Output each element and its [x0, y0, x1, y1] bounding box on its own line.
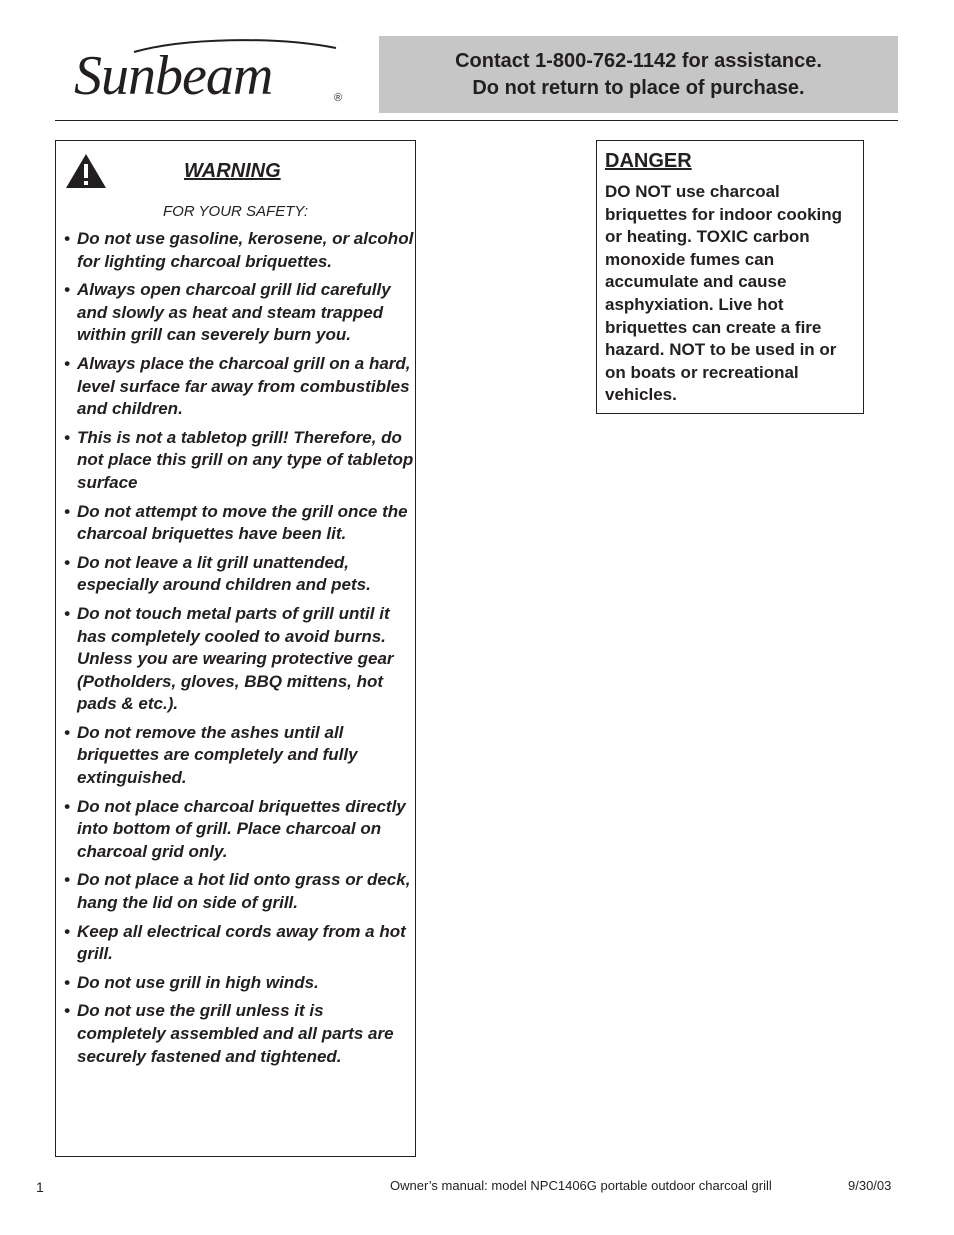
list-item-text: Do not touch metal parts of grill until it has completely cooled to avoid burns. Unless you are wearing protective gear (Potholders, gloves, BBQ mittens, hot pads & etc.). [77, 603, 394, 714]
footer-date: 9/30/03 [848, 1178, 892, 1193]
list-item-text: Do not remove the ashes until all briquettes are completely and fully extinguished. [77, 722, 358, 788]
list-item-text: Do not use the grill unless it is completely assembled and all parts are securely fastened and tightened. [77, 1001, 394, 1066]
list-item-text: This is not a tabletop grill! Therefore, do not place this grill on any type of tabletop surface [77, 427, 414, 492]
list-item [64, 972, 414, 995]
list-item-text: Do not use gasoline, kerosene, or alcohol for lighting charcoal briquettes. [77, 229, 414, 271]
list-item [64, 921, 414, 966]
bullet: • [64, 280, 70, 300]
list-item-text: Always open charcoal grill lid carefully and slowly as heat and steam trapped within grill can severely burn you. [77, 280, 391, 345]
contact-banner [379, 36, 898, 113]
page-number: 1 [36, 1179, 44, 1195]
list-item [64, 552, 414, 597]
contact-line-1: Contact 1-800-762-1142 for assistance. [455, 49, 822, 72]
bullet: • [64, 501, 70, 521]
warning-triangle-icon [65, 153, 107, 189]
bullet: • [64, 921, 70, 941]
list-item [64, 228, 414, 273]
bullet: • [64, 1001, 70, 1021]
list-item-text: Do not place a hot lid onto grass or deck, hang the lid on side of grill. [77, 870, 411, 913]
bullet: • [64, 972, 70, 992]
list-item [64, 796, 414, 864]
list-item [64, 722, 414, 790]
bullet: • [64, 552, 70, 572]
bullet: • [64, 870, 70, 890]
bullet: • [64, 603, 70, 623]
danger-box [596, 140, 864, 414]
list-item-text: Do not place charcoal briquettes directly into bottom of grill. Place charcoal on charcoal grid only. [77, 796, 406, 861]
list-item [64, 353, 414, 421]
bullet: • [64, 722, 70, 742]
bullet: • [64, 353, 70, 373]
list-item [64, 279, 414, 347]
list-item [64, 1000, 414, 1068]
warning-title: WARNING [184, 160, 281, 182]
list-item [64, 501, 414, 546]
bullet: • [64, 427, 70, 447]
warning-list [64, 228, 414, 1074]
list-item-text: Do not use grill in high winds. [77, 972, 319, 992]
list-item-text: Do not attempt to move the grill once the charcoal briquettes have been lit. [77, 501, 408, 544]
registered-mark: ® [334, 92, 343, 104]
header-divider [55, 120, 898, 121]
warning-box [55, 140, 416, 1157]
logo-wordmark: Sunbeam [74, 45, 273, 107]
list-item-text: Always place the charcoal grill on a hard, level surface far away from combustibles and children. [77, 353, 411, 419]
list-item [64, 869, 414, 914]
bullet: • [64, 229, 70, 248]
safety-subtitle: FOR YOUR SAFETY: [162, 203, 309, 220]
list-item-text: Do not leave a lit grill unattended, especially around children and pets. [77, 552, 371, 595]
danger-text: DO NOT use charcoal briquettes for indoor cooking or heating. TOXIC carbon monoxide fumes can accumulate and cause asphyxiation. Live hot briquettes can create a fire hazard. NOT to be used in or on boats or recreational vehicles. [605, 182, 843, 405]
list-item [64, 603, 414, 716]
list-item-text: Keep all electrical cords away from a hot grill. [77, 921, 406, 964]
sunbeam-logo [74, 34, 354, 118]
bullet: • [64, 796, 70, 816]
contact-line-2: Do not return to place of purchase. [472, 76, 805, 99]
footer-manual-text: Owner’s manual: model NPC1406G portable outdoor charcoal grill [390, 1178, 772, 1193]
danger-title: DANGER [605, 150, 692, 172]
list-item [64, 427, 414, 495]
